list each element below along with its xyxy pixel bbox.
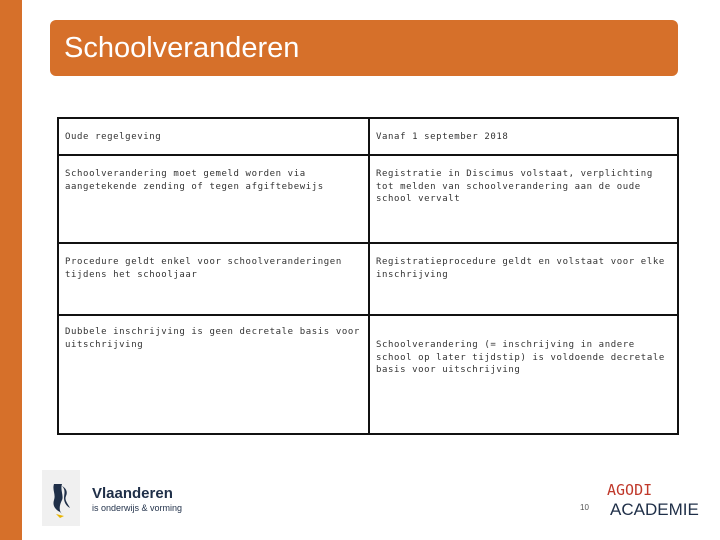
comparison-table xyxy=(57,117,679,435)
agodi-logo-line2: ACADEMIE xyxy=(610,500,699,519)
table-cell: Vanaf 1 september 2018 xyxy=(369,118,678,155)
table-row xyxy=(58,243,678,315)
table-cell: Registratieprocedure geldt en volstaat voor elke inschrijving xyxy=(369,243,678,315)
vlaanderen-subtitle: is onderwijs & vorming xyxy=(92,503,183,513)
vlaanderen-name: Vlaanderen xyxy=(92,485,173,502)
table-cell: Dubbele inschrijving is geen decretale basis voor uitschrijving xyxy=(58,315,369,434)
title-banner xyxy=(50,20,678,76)
table-cell: Schoolverandering (= inschrijving in andere school op later tijdstip) is voldoende decretale basis voor uitschrijving xyxy=(369,315,678,434)
vlaanderen-logo xyxy=(42,470,192,526)
table-cell: Schoolverandering moet gemeld worden via aangetekende zending of tegen afgiftebewijs xyxy=(58,155,369,243)
table-row xyxy=(58,155,678,243)
table-cell: Procedure geldt enkel voor schoolveranderingen tijdens het schooljaar xyxy=(58,243,369,315)
table-cell: Oude regelgeving xyxy=(58,118,369,155)
table-cell: Registratie in Discimus volstaat, verplichting tot melden van schoolverandering aan de oude school vervalt xyxy=(369,155,678,243)
table-row xyxy=(58,118,678,155)
agodi-logo-line1: AGODI xyxy=(607,481,653,499)
slide-title: Schoolveranderen xyxy=(64,31,300,64)
left-accent-bar xyxy=(0,0,22,540)
table-row xyxy=(58,315,678,434)
page-number: 10 xyxy=(580,503,589,512)
lion-icon xyxy=(42,470,80,526)
